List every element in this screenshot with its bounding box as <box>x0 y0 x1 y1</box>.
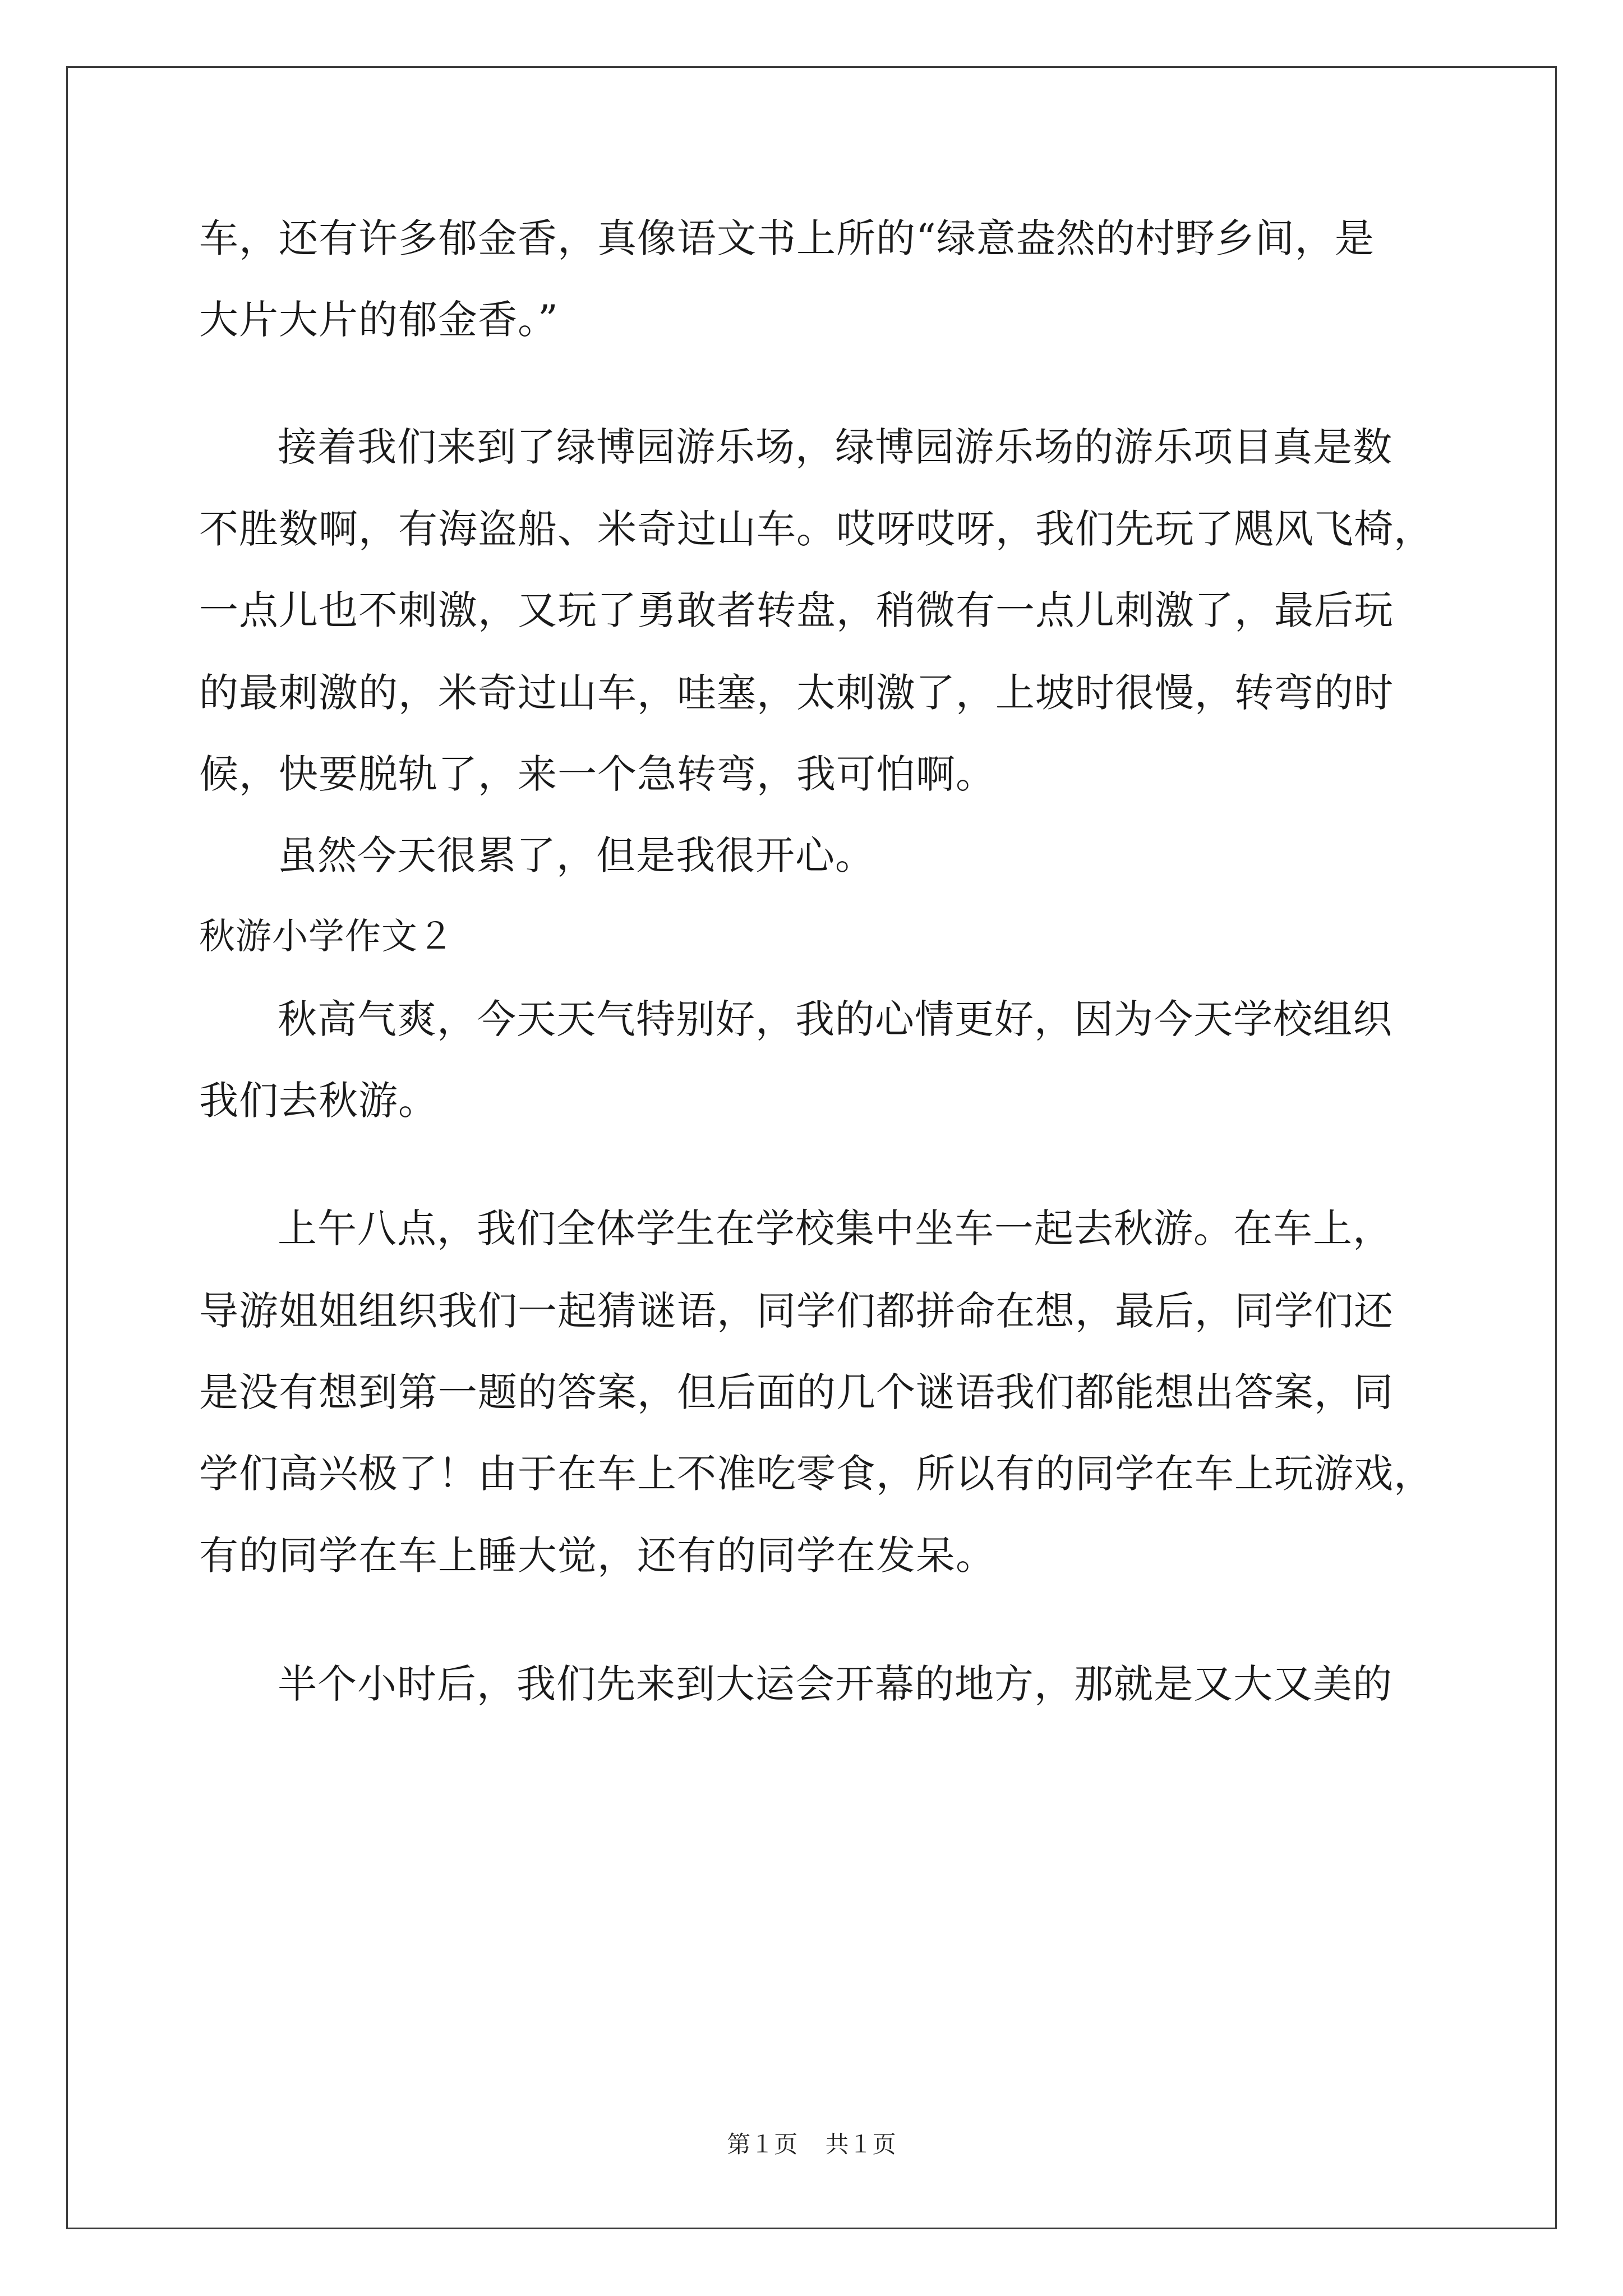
text-line: 的最刺激的，米奇过山车，哇塞，太刺激了，上坡时很慢，转弯的时 <box>199 670 1394 716</box>
text-line: 学们高兴极了！由于在车上不准吃零食，所以有的同学在车上玩游戏， <box>199 1451 1433 1497</box>
text-line: 导游姐姐组织我们一起猜谜语，同学们都拼命在想，最后，同学们还 <box>199 1288 1394 1334</box>
section-heading: 秋游小学作文２ <box>199 916 454 958</box>
text-line: 车，还有许多郁金香，真像语文书上所的“绿意盎然的村野乡间，是 <box>199 215 1375 261</box>
page-total: 共１页 <box>825 2131 896 2158</box>
paragraph-start: 上午八点，我们全体学生在学校集中坐车一起去秋游。在车上， <box>278 1205 1393 1251</box>
text-line: 一点儿也不刺激，又玩了勇敢者转盘，稍微有一点儿刺激了，最后玩 <box>199 587 1394 633</box>
text-line: 大片大片的郁金香。” <box>199 297 559 343</box>
page-number: 第１页 <box>727 2131 798 2158</box>
text-line: 有的同学在车上睡大觉，还有的同学在发呆。 <box>199 1533 995 1579</box>
paragraph-start: 半个小时后，我们先来到大运会开幕的地方，那就是又大又美的 <box>278 1661 1393 1707</box>
paragraph-start: 秋高气爽，今天天气特别好，我的心情更好，因为今天学校组织 <box>278 996 1393 1042</box>
text-line: 不胜数啊，有海盗船、米奇过山车。哎呀哎呀，我们先玩了飓风飞椅， <box>199 506 1433 552</box>
page-border <box>66 66 1557 2229</box>
text-line: 我们去秋游。 <box>199 1078 438 1124</box>
text-line: 是没有想到第一题的答案，但后面的几个谜语我们都能想出答案，同 <box>199 1369 1394 1415</box>
paragraph-start: 虽然今天很累了，但是我很开心。 <box>278 832 875 878</box>
text-line: 候，快要脱轨了，来一个急转弯，我可怕啊。 <box>199 751 995 797</box>
paragraph-start: 接着我们来到了绿博园游乐场，绿博园游乐场的游乐项目真是数 <box>278 424 1393 470</box>
page-footer <box>0 2129 1623 2160</box>
